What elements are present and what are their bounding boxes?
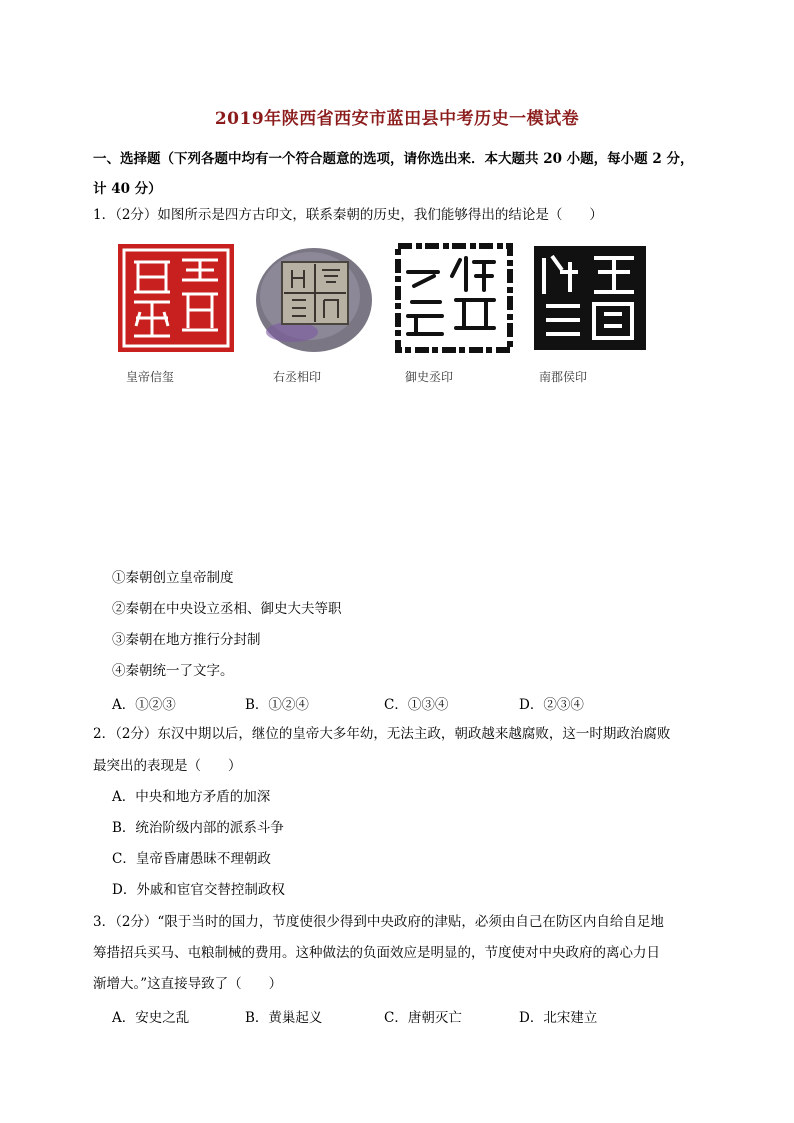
q1-option-a: A．①②③: [112, 697, 176, 713]
seal-caption-1: 皇帝信玺: [126, 370, 175, 384]
q3-option-c: C．唐朝灭亡: [384, 1010, 462, 1026]
q3-option-b: B．黄巢起义: [245, 1010, 323, 1026]
seal-image-3: [394, 242, 514, 354]
seal-images: [112, 238, 652, 398]
q3-option-d: D．北宋建立: [519, 1010, 598, 1026]
q2-option-d: D．外戚和宦官交替控制政权: [112, 882, 285, 898]
seal-image-4: [530, 242, 650, 354]
q2-stem-line2: 最突出的表现是（ ）: [93, 758, 242, 774]
section-heading-line2: 计 40 分）: [93, 181, 162, 197]
q2-option-b: B．统治阶级内部的派系斗争: [112, 820, 284, 836]
q1-statement-2: ②秦朝在中央设立丞相、御史大夫等职: [112, 601, 342, 617]
q1-option-d: D．②③④: [519, 697, 584, 713]
q2-option-a: A．中央和地方矛盾的加深: [112, 789, 271, 805]
seal-image-1: [116, 242, 236, 354]
q3-stem-line2: 筹措招兵买马、屯粮制械的费用。这种做法的负面效应是明显的，节度使对中央政府的离心力日: [93, 945, 660, 961]
q1-option-b: B．①②④: [245, 697, 309, 713]
q1-statement-1: ①秦朝创立皇帝制度: [112, 570, 234, 586]
q3-stem-line3: 渐增大。”这直接导致了（ ）: [93, 976, 283, 992]
page-title: 2019年陕西省西安市蓝田县中考历史一模试卷: [214, 109, 580, 129]
seal-caption-4: 南郡侯印: [539, 370, 588, 384]
q1-stem: 1．（2分）如图所示是四方古印文，联系秦朝的历史，我们能够得出的结论是（ ）: [93, 207, 603, 223]
q1-option-c: C．①③④: [384, 697, 449, 713]
seal-caption-3: 御史丞印: [405, 370, 454, 384]
seal-image-2: [252, 242, 372, 354]
q3-stem-line1: 3．（2分）“限于当时的国力，节度使很少得到中央政府的津贴，必须由自己在防区内自给自足地: [93, 914, 664, 930]
section-heading-line1: 一、选择题（下列各题中均有一个符合题意的选项，请你选出来．本大题共 20 小题，每小题 2 分，: [93, 151, 694, 167]
q2-stem-line1: 2．（2分）东汉中期以后，继位的皇帝大多年幼，无法主政，朝政越来越腐败，这一时期政治腐败: [93, 726, 671, 742]
q3-option-a: A．安史之乱: [112, 1010, 190, 1026]
seal-caption-2: 右丞相印: [273, 370, 322, 384]
q1-statement-3: ③秦朝在地方推行分封制: [112, 632, 261, 648]
q1-statement-4: ④秦朝统一了文字。: [112, 663, 234, 679]
q2-option-c: C．皇帝昏庸愚昧不理朝政: [112, 851, 271, 867]
